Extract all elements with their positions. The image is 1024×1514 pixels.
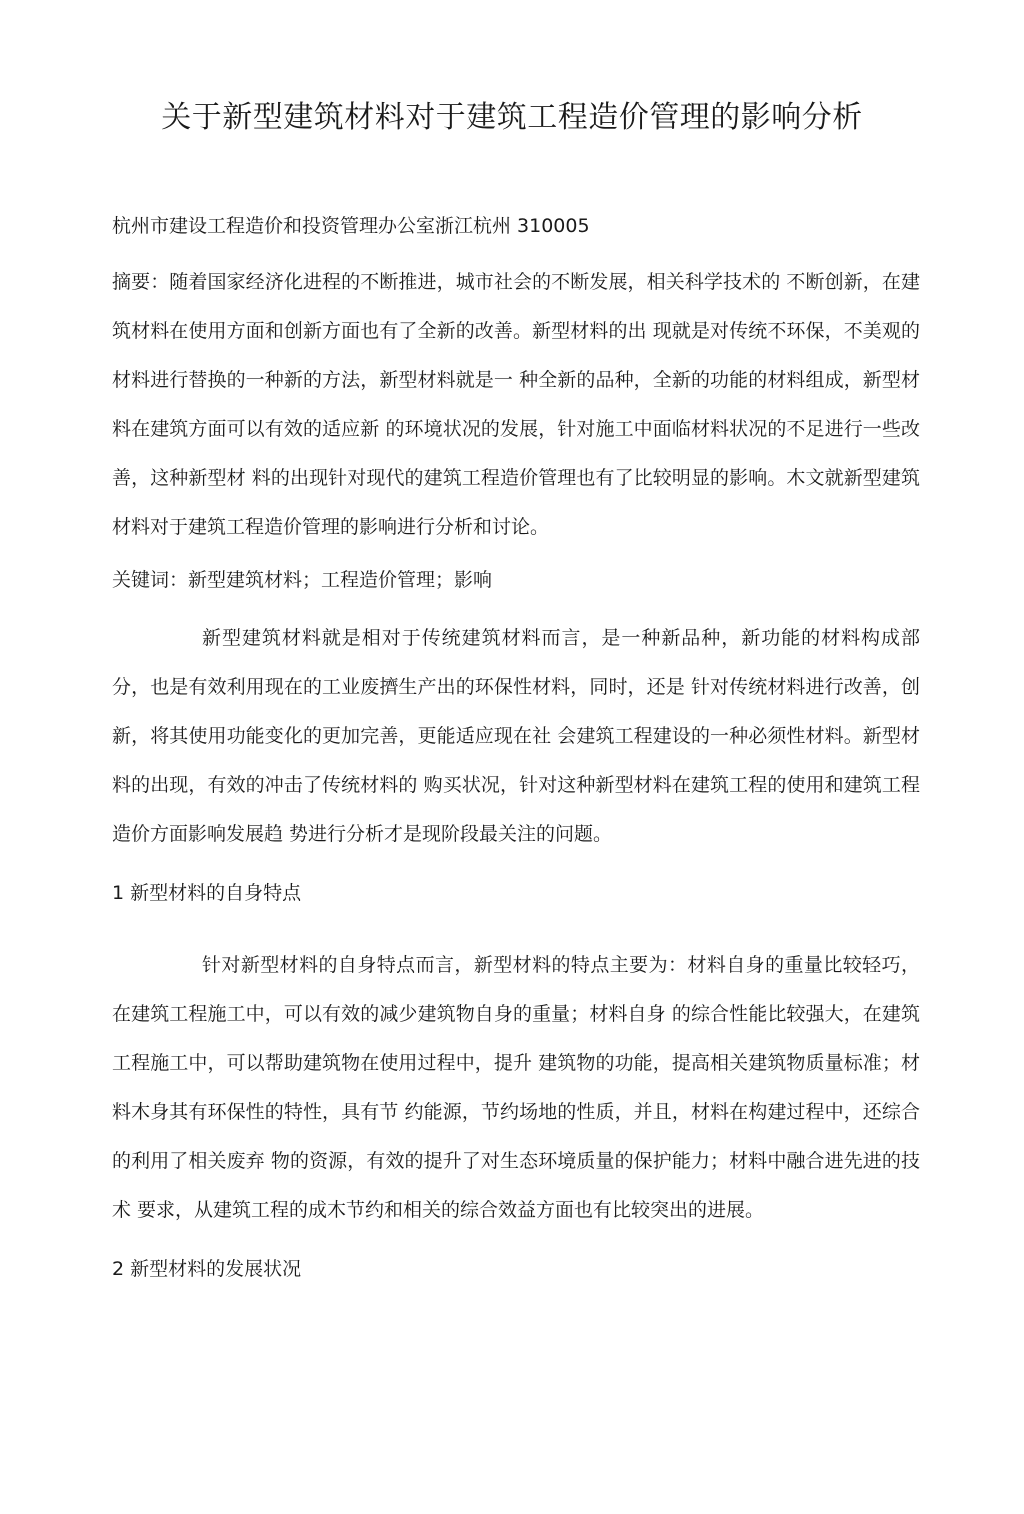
abstract-paragraph: 摘要：随着国家经济化进程的不断推进，城市社会的不断发展，相关科学技术的 不断创新，在建筑材料在使用方面和创新方面也有了全新的改善。新型材料的出 现就是对传统不环保，不美观的材料进行替换的一种新的方法，新型材料就是一 种全新的品种，全新的功能的材料组成，新型材料在建筑方面可以有效的适应新 的环境状况的发展，针对施工中面临材料状况的不足进行一些改善，这种新型材 料的出现针对现代的建筑工程造价管理也有了比较明显的影响。木文就新型建筑 材料对于建筑工程造价管理的影响进行分析和讨论。 (112, 271, 920, 538)
section-1-paragraph: 针对新型材料的自身特点而言，新型材料的特点主要为：材料自身的重量比较轻巧，在建筑工程施工中，可以有效的减少建筑物自身的重量；材料自身 的综合性能比较强大，在建筑工程施工中，可以帮助建筑物在使用过程中，提升 建筑物的功能，提高相关建筑物质量标准；材料木身其有环保性的特性，具有节 约能源，节约场地的性质，并且，材料在构建过程中，还综合的利用了相关废弃 物的资源，有效的提升了对生态环境质量的保护能力；材料中融合进先进的技术 要求，从建筑工程的成木节约和相关的综合效益方面也有比较突出的进展。 (112, 954, 920, 1221)
section-2-heading: 2 新型材料的发展状况 (112, 1258, 302, 1280)
document-body (112, 212, 920, 1317)
section-1-heading: 1 新型材料的自身特点 (112, 882, 302, 904)
intro-paragraph: 新型建筑材料就是相对于传统建筑材料而言，是一种新品种，新功能的材料构成部分，也是有效利用现在的工业废擠生产出的环保性材料，同时，还是 针对传统材料进行改善，创新，将其使用功能变化的更加完善，更能适应现在社 会建筑工程建设的一种必须性材料。新型材料的出现，有效的冲击了传统材料的 购买状况，针对这种新型材料在建筑工程的使用和建筑工程造价方面影响发展趋 势进行分析才是现阶段最关注的问题。 (112, 627, 920, 845)
author-affiliation: 杭州市建设工程造价和投资管理办公室浙江杭州 310005 (112, 215, 590, 237)
keywords-line: 关键词：新型建筑材料；工程造价管理；影响 (112, 569, 493, 591)
document-title: 关于新型建筑材料对于建筑工程造价管理的影响分析 (161, 100, 863, 135)
